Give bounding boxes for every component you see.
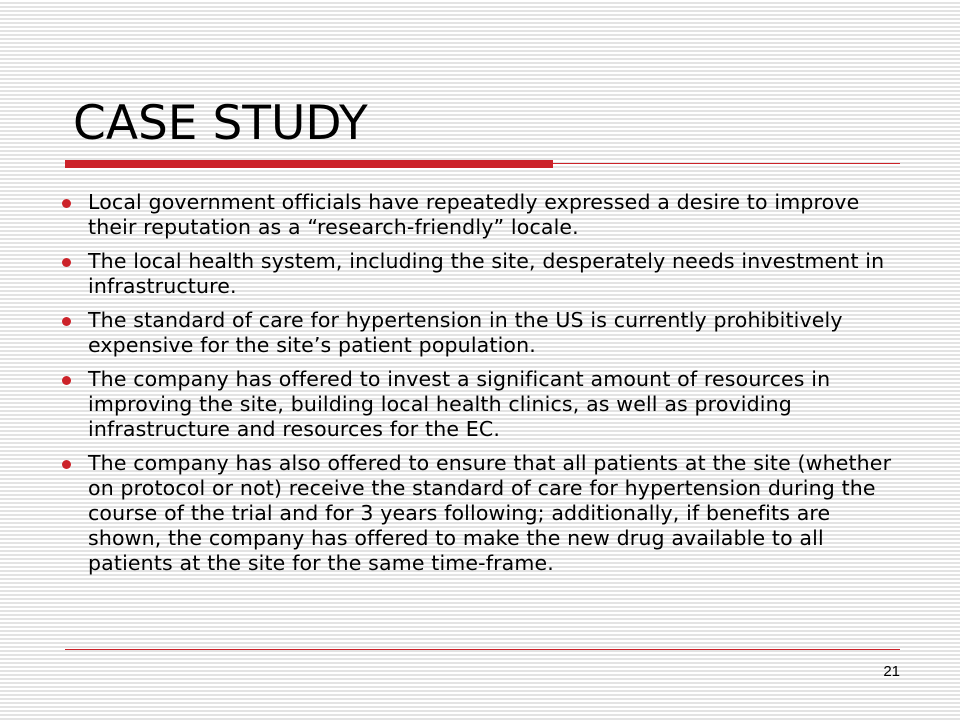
bullet-dot-icon [62, 199, 71, 208]
bottom-rule [65, 649, 900, 650]
bullet-text: The company has also offered to ensure that all patients at the site (whether on protocol or not) receive the standard of care for hypertension during the course of the trial and for 3 years following; additionally, if benefits are shown, the company has offered to make the new drug available to all patients at the site for the same time-frame. [88, 451, 892, 575]
bullet-item [60, 367, 910, 442]
slide-title: CASE STUDY [73, 96, 368, 151]
bullet-dot-icon [62, 317, 71, 326]
bullet-item [60, 249, 910, 299]
title-rule-thick [65, 160, 553, 168]
bullet-text: Local government officials have repeatedly expressed a desire to improve their reputation as a “research-friendly” locale. [88, 190, 860, 239]
bullet-item [60, 190, 910, 240]
bullet-text: The local health system, including the site, desperately needs investment in infrastructure. [88, 249, 885, 298]
bullet-list [60, 190, 910, 585]
page-number: 21 [883, 663, 900, 680]
bullet-item [60, 451, 910, 576]
bullet-dot-icon [62, 376, 71, 385]
bullet-text: The company has offered to invest a significant amount of resources in improving the site, building local health clinics, as well as providing infrastructure and resources for the EC. [88, 367, 831, 441]
title-rule-thin [553, 163, 900, 164]
bullet-dot-icon [62, 258, 71, 267]
bullet-item [60, 308, 910, 358]
bullet-text: The standard of care for hypertension in the US is currently prohibitively expensive for the site’s patient population. [88, 308, 843, 357]
bullet-dot-icon [62, 460, 71, 469]
